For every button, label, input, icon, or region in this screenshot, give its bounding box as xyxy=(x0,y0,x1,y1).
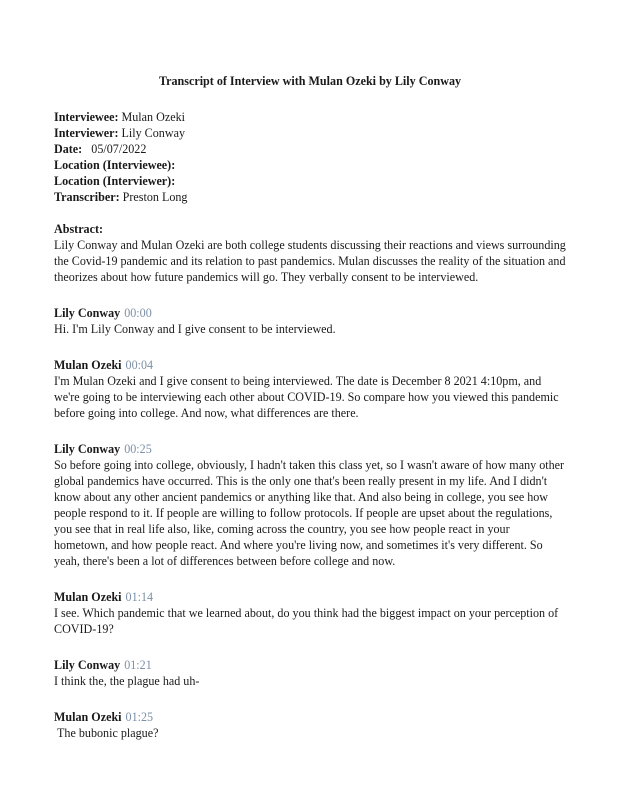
transcript-turn xyxy=(54,305,566,337)
meta-location-interviewee: Location (Interviewee): xyxy=(54,158,176,172)
turn-text: The bubonic plague? xyxy=(54,726,159,740)
turn-text: I'm Mulan Ozeki and I give consent to being interviewed. The date is December 8 2021 4:10pm, and we're going to be interviewing each other about COVID-19. So compare how you viewed this pandemic before going into college. And now, what differences are there. xyxy=(54,374,559,420)
turn-text: So before going into college, obviously, I hadn't taken this class yet, so I wasn't aware of how many other global pandemics have occurred. This is the only one that's been really present in my life. And I didn't know about any other ancient pandemics or anything like that. And also being in college, you see how people respond to it. If people are willing to follow protocols. If people are upset about the regulations, you see that in real life also, like, coming across the country, you see how people react in your hometown, and how people react. And where you're living now, and sometimes it's very different. So yeah, there's been a lot of differences between before college and now. xyxy=(54,458,565,568)
meta-location-interviewer: Location (Interviewer): xyxy=(54,174,176,188)
meta-interviewee: Interviewee: Mulan Ozeki xyxy=(54,110,185,124)
speaker-name: Mulan Ozeki xyxy=(54,710,122,724)
turn-text: Hi. I'm Lily Conway and I give consent to be interviewed. xyxy=(54,322,336,336)
turn-text: I see. Which pandemic that we learned about, do you think had the biggest impact on your perception of COVID-19? xyxy=(54,606,559,636)
interview-metadata xyxy=(54,109,566,205)
speaker-name: Mulan Ozeki xyxy=(54,358,122,372)
transcript-turn xyxy=(54,357,566,421)
transcript-turn xyxy=(54,441,566,569)
speaker-name: Lily Conway xyxy=(54,306,121,320)
timestamp: 00:00 xyxy=(124,306,152,320)
transcript-turn xyxy=(54,589,566,637)
meta-transcriber: Transcriber: Preston Long xyxy=(54,190,188,204)
abstract-text: Lily Conway and Mulan Ozeki are both college students discussing their reactions and views surrounding the Covid-19 pandemic and its relation to past pandemics. Mulan discusses the reality of the situation and theorizes about how future pandemics will go. They verbally consent to be interviewed. xyxy=(54,238,566,284)
timestamp: 00:04 xyxy=(125,358,154,372)
timestamp: 01:14 xyxy=(125,590,154,604)
timestamp: 01:25 xyxy=(125,710,154,724)
meta-date: Date: 05/07/2022 xyxy=(54,142,147,156)
speaker-name: Lily Conway xyxy=(54,442,121,456)
transcript-page xyxy=(54,73,566,741)
speaker-name: Mulan Ozeki xyxy=(54,590,122,604)
transcript-turn xyxy=(54,709,566,741)
timestamp: 01:21 xyxy=(124,658,152,672)
abstract-label: Abstract: xyxy=(54,222,104,236)
transcript-turn xyxy=(54,657,566,689)
timestamp: 00:25 xyxy=(124,442,152,456)
speaker-name: Lily Conway xyxy=(54,658,121,672)
document-title: Transcript of Interview with Mulan Ozeki by Lily Conway xyxy=(158,74,462,88)
meta-interviewer: Interviewer: Lily Conway xyxy=(54,126,185,140)
turn-text: I think the, the plague had uh- xyxy=(54,674,200,688)
abstract xyxy=(54,221,566,285)
